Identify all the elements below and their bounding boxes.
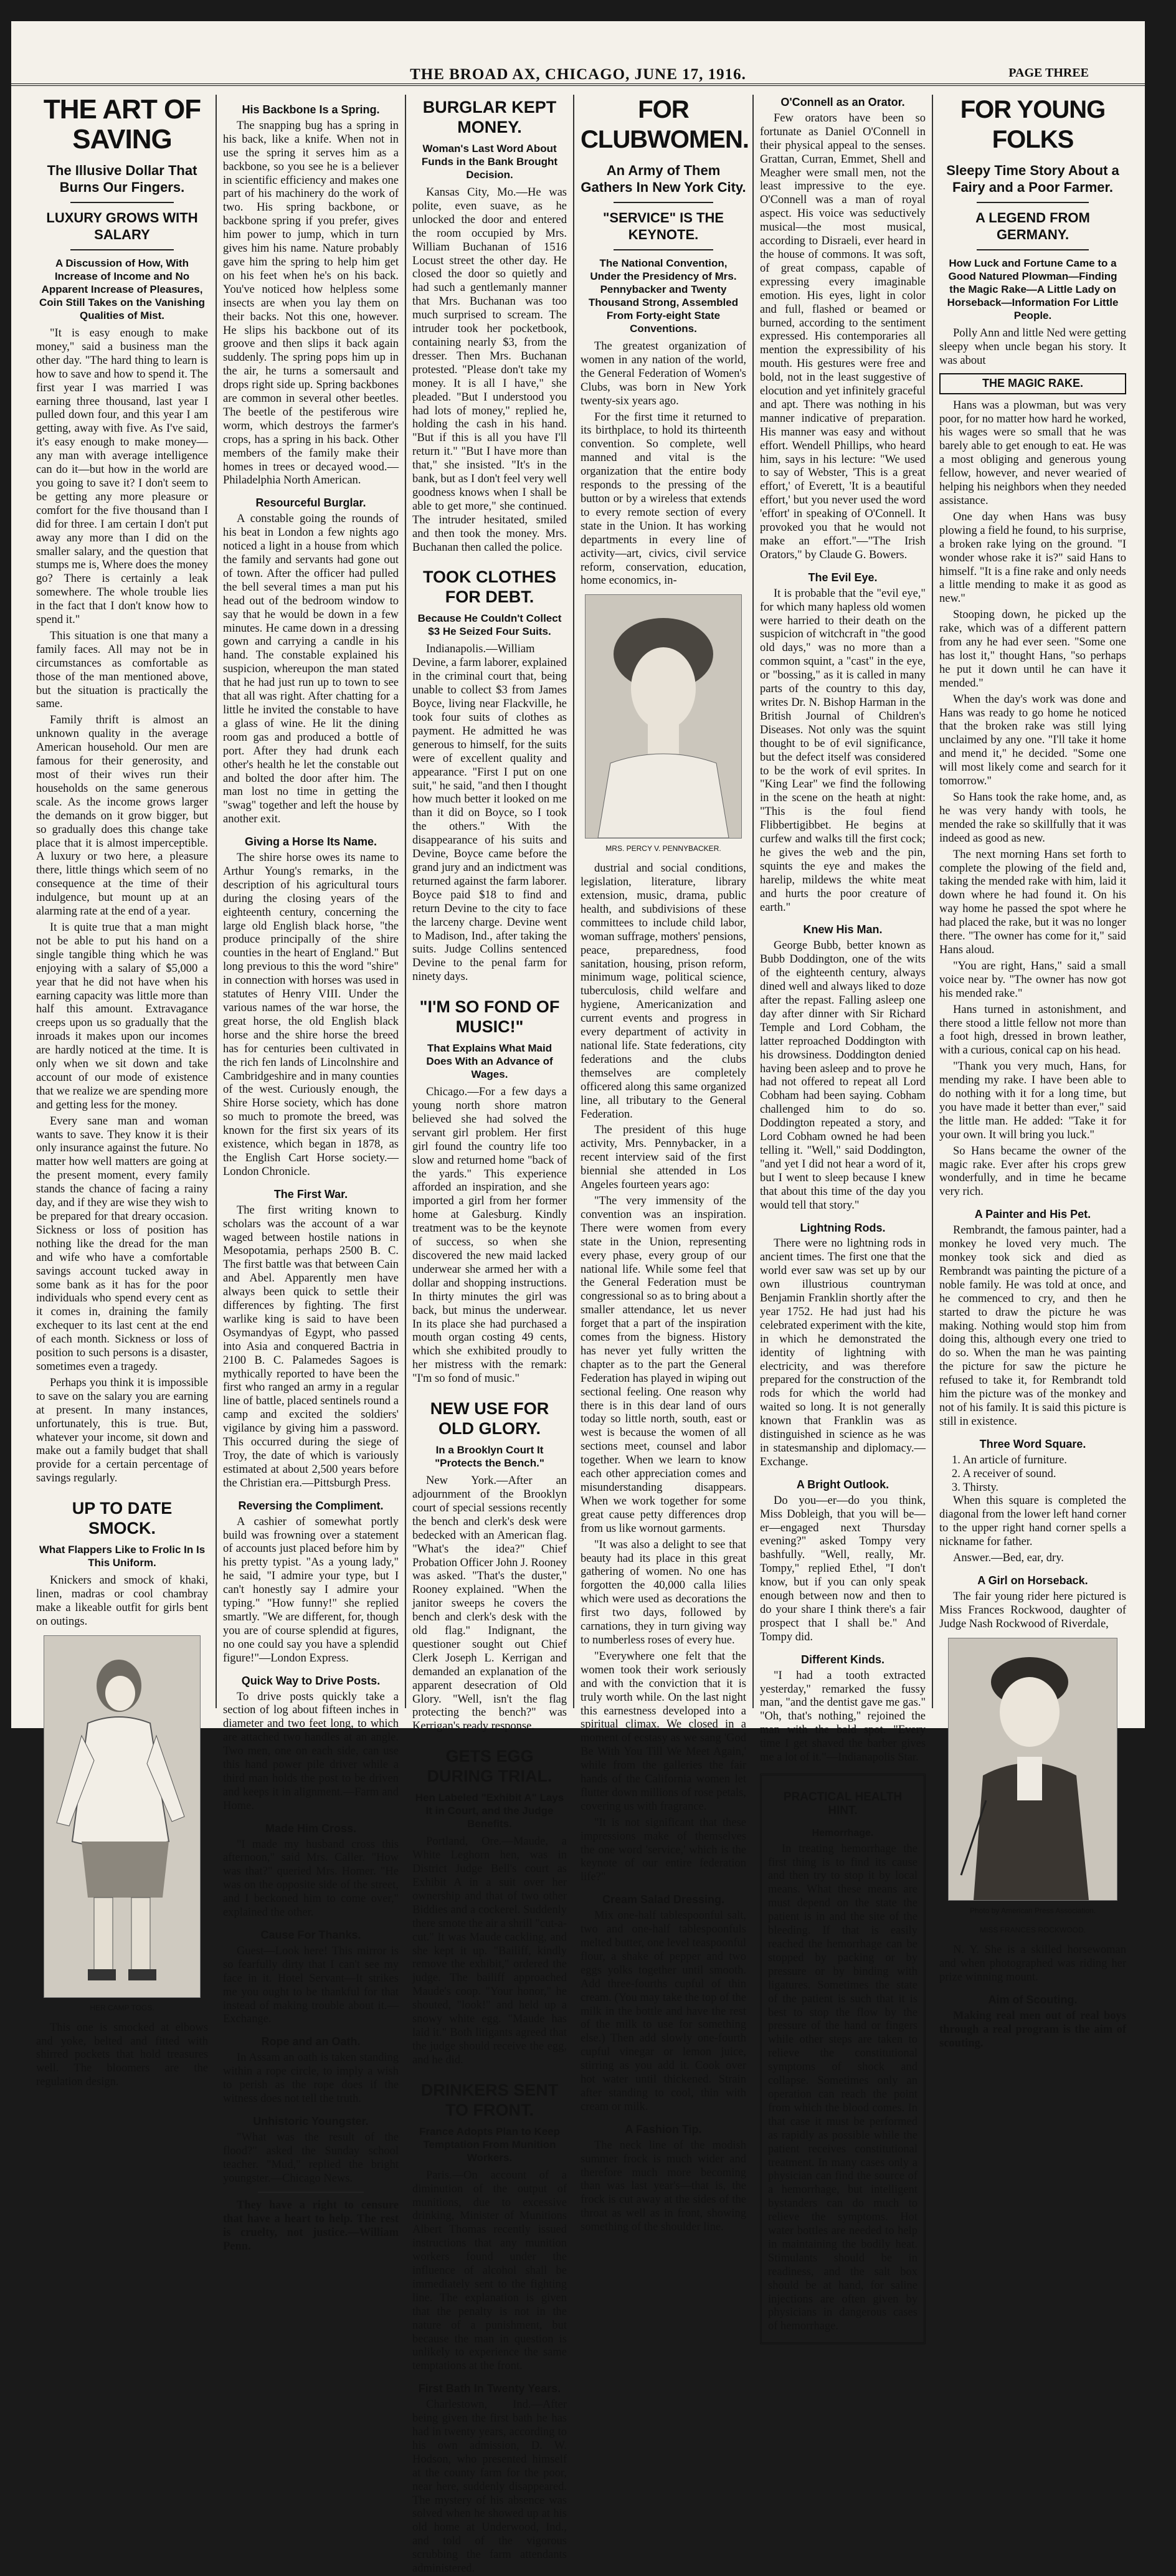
paragraph: So Hans became the owner of the magic rake. Ever after his crops grew wonderfully, and in time he became very rich. (939, 1144, 1126, 1199)
photo-credit: Photo by American Press Association. (969, 1906, 1096, 1915)
article-deck: The National Convention, Under the Presidency of Mrs. Pennybacker and Twenty Thousand Strong, Assembled From Forty-eight State Conventions. (588, 257, 739, 335)
paragraph: This one is smocked at elbows and yoke, belted and fitted with shirred pockets that hold treasures well. The bloomers are the regulation design. (36, 2021, 208, 2089)
article-headline: UP TO DATE SMOCK. (72, 1499, 173, 1538)
puzzle-answer: Answer.—Bed, ear, dry. (953, 1552, 1064, 1565)
masthead (11, 66, 1145, 86)
item-headline: Quick Way to Drive Posts. (241, 1674, 381, 1687)
item-headline: First Bath In Twenty Years. (418, 2382, 561, 2395)
item-headline: Different Kinds. (800, 1653, 884, 1666)
box-headline: PRACTICAL HEALTH HINT. (783, 1790, 903, 1817)
paragraph: The shire horse owes its name to Arthur Young's remarks, in the description of his agricultural tours during the closing years of the eighteenth century, concerning the large old English black horse, "the produce principally of the shire counties in the heart of England." But long previous to this the word "shire" in connection with horses was used in statutes of Henry VIII. Under the various names of the war horse, the great horse, the old English black horse and the shire horse the breed has for centuries been cultivated in the rich fen lands of Lincolnshire and Cambridgeshire and in many counties of the west. Curiously enough, the Shire Horse society, which has done so much to promote the breed, was known for the first six years of its existence, which began in 1878, as the English Cart Horse society.—London Chronicle. (223, 852, 399, 1178)
paragraph: So Hans took the rake home, and, as he was very handy with tools, he mended the rake so skillfully that it was indeed as good as new. (939, 791, 1126, 845)
item-headline: Cream Salad Dressing. (602, 1893, 725, 1906)
page-number: PAGE THREE (1008, 66, 1089, 80)
paragraph: Do you—er—do you think, Miss Dobleigh, that you will be—er—engaged next Thursday evening?" asked Tompy very bashfully. "Well, really, Mr. Tompy," replied Ethel, "I don't know, but if you can only speak enough between now and then to do your share I think there's a fair prospect that I shall be." And Tompy did. (760, 1494, 926, 1643)
item-headline: A Painter and His Pet. (974, 1208, 1091, 1221)
article-deck: The Illusive Dollar That Burns Our Fingers. (47, 163, 197, 195)
puzzle-clue: 3. Thirsty. (952, 1481, 999, 1494)
paragraph: A constable going the rounds of his beat in London a few nights ago noticed a light in a house from which the family and servants had gone out of town. After the officer had pulled the bell several times a man put his head out of the bedroom window to say that he would be down in a few minutes. He came down in a dressing gown and carrying a candle in his hand. The constable explained his suspicion, whereupon the man stated that he had just run up to town to see that all was right. After chatting for a little he invited the constable to have a glass of wine. He lit the dining room gas and produced a bottle of port. After they had drunk each other's health he let the constable out and bolted the door after him. The man lost no time in getting the "swag" together and left the house by another exit. (223, 513, 399, 826)
article-deck: "SERVICE" IS THE KEYNOTE. (602, 210, 724, 242)
column-young-folks (939, 95, 1126, 2050)
article-headline: TOOK CLOTHES FOR DEBT. (422, 568, 556, 607)
paragraph: Indianapolis.—William Devine, a farm laborer, explained in the criminal court that, being unable to collect $3 from James Boyce, living near Flackville, he took four suits of clothes as payment. He admitted he was generous to himself, for the suits were of excellent quality and appearance. "First I put on one suit," he said, "and then I thought how much better it looked on me than it did on Boyce, so I took the others." With the disappearance of his suits and Devine, Boyce came before the grand jury and an indictment was returned against the farm laborer. Boyce paid $18 to find and return Devine to the city to face the larceny charge. Devine went to Madison, Ind., after taking the suits. Judge Collins sentenced Devine to the penal farm for ninety days. (412, 643, 567, 984)
article-deck: Hen Labeled "Exhibit A" Lays It in Court, and the Judge Benefits. (415, 1792, 564, 1830)
column-rule (752, 95, 754, 1708)
photo-caption: HER CAMP TOGS. (90, 2003, 154, 2012)
article-deck: Woman's Last Word About Funds in the Bank Brought Decision. (421, 143, 558, 181)
item-headline: Unhistoric Youngster. (253, 2114, 369, 2127)
paragraph: "Everywhere one felt that the women took their work seriously and with the conviction that it is truly worth while. On the last night this earnestness developed into a spiritual climax. We closed in a moment of ecstasy as we sang 'God Be With You Till We Meet Again,' while from the galleries the fair hands of the California women let flutter down millions of rose petals, covering us with fragrance. (581, 1650, 746, 1813)
paragraph: "I had a tooth extracted yesterday," remarked the fussy man, "and the dentist gave me gas." "Oh, that's nothing," rejoined the man with the bald spot. "Every time I get shaved the barber gives me a lot of it."—Indianapolis Star. (760, 1669, 926, 1764)
paragraph: Charlestown, Ind.—After being given the first bath he has had in twenty years, according to his own admission, D. W. Hodson, who presented himself at the county farm for the poor, near here, suddenly disappeared. The mystery of his absence was solved when he showed up at his old home at Underwood, Ind., and told of the vigorous scrubbing the farm attendants administered. (412, 2398, 567, 2575)
divider (977, 202, 1089, 203)
puzzle-clue: 2. A receiver of sound. (952, 1467, 1056, 1480)
paragraph: The fair young rider here pictured is Miss Frances Rockwood, daughter of Judge Nash Rockwood of Riverdale, (939, 1590, 1126, 1630)
paragraph: The snapping bug has a spring in his back, like a knife. When not in use the spring it serves him as a backbone, so you see he is a believer in scientific efficiency and makes one part of his machinery do the work of two. His spring backbone, or backbone spring if you prefer, gives him power to jump, which in turn gives him his name. Nature probably gave him the spring to help him get on his feet when he's on his back. You've noticed how helpless some insects are when you lay them on their backs. Not this one, however. He slips his backbone out of its groove and then slips it back again suddenly. The spring pops him up in the air, he turns a somersault and drops right side up. Spring backbones are common in several other beetles. The beetle of the pestiferous wire worm, which destroys the farmer's crops, has a spring in his back. Other members of the family make their homes in trees or decayed wood.—Philadelphia North American. (223, 119, 399, 487)
paragraph: Mix one-half tablespoonful salt, two and one-half tablespoonfuls melted butter, one level teaspoonful flour, a shake of pepper and two eggs yolks together until smooth. Add three-fourths cupful of thin cream. (You may take the top of the milk in the bottle and have the rest of the milk to use for something else.) Then add slowly one-fourth cupful vinegar or lemon juice, stirring as you add it. Cook over hot water until thickened. Strain after standing to cool, thin with cream or milk. (581, 1909, 746, 2113)
column-short-items (760, 95, 926, 2333)
paragraph: In Assam an oath is taken standing within a rope circle, to imply a wish to perish as the rope does if the witness does not tell the truth. (223, 2051, 399, 2105)
article-deck: France Adopts Plan to Keep Temptation From Munition Workers. (419, 2125, 561, 2164)
health-hint-box (760, 1774, 926, 2344)
item-headline: Three Word Square. (979, 1437, 1086, 1450)
paragraph: One day when Hans was busy plowing a field he found, to his surprise, a broken rake lying on the ground. "I wonder whose rake it is?" said Hans to himself. "It is a fine rake and only needs a little mending to make it as good as new." (939, 510, 1126, 606)
paragraph: Hans was a plowman, but was very poor, for no matter how hard he worked, his wages were so small that he was barely able to get enough to eat. He was a most obliging and generous young fellow, however, and never wearied of helping his neighbors when they needed assistance. (939, 399, 1126, 507)
paragraph: Hans turned in astonishment, and there stood a little fellow not more than a foot high, dressed in brown leather, with a curious, conical cap on his head. (939, 1003, 1126, 1057)
item-headline: Rope and an Oath. (261, 2035, 361, 2048)
paragraph: Paris.—On account of a diminution of the output of munitions, due to excessive drinking, Minister of Munitions Albert Thomas recently issued instructions that any munition workers found under the influence of alcohol shall be immediately sent to the fighting line. The explanation is given that the penalty is not in the nature of a punishment, but because the man in question is unlikely to experience the same temptations at the front. (412, 2169, 567, 2373)
article-headline: DRINKERS SENT TO FRONT. (420, 2080, 559, 2119)
article-deck: A Discussion of How, With Increase of Income and No Apparent Increase of Pleasures, Coin Still Takes on the Vanishing Qualities of Mist. (39, 257, 206, 321)
article-headline: GETS EGG DURING TRIAL. (427, 1747, 552, 1786)
item-headline: O'Connell as an Orator. (780, 96, 905, 108)
paragraph: Chicago.—For a few days a young north shore matron believed she had solved the servant girl problem. Her first girl found the country life too slow and returned home "back of the yards." This experience afforded an inspiration, and she imported a girl from her former home at Galesburg. Kindly treatment was to be the keynote of success, so when she discovered the new maid lacked underwear she armed her with a dollar and shopping instructions. In thirty minutes the girl was back, but minus the underwear. In its place she had purchased a mouth organ costing 49 cents, which she exhibited proudly to her mistress with the remark: "I'm so fond of music." (412, 1086, 567, 1385)
paragraph: The neck line of the modish summer frock is much wider and therefore much more becoming than was last year's—that is, the frock is cut away at the sides of the throat as well as in front, showing something of the shoulder line. (581, 2139, 746, 2234)
column-rule (216, 95, 217, 1708)
portrait-illustration (586, 595, 741, 838)
paragraph: Polly Ann and little Ned were getting sleepy when uncle began his story. It was about (939, 327, 1126, 367)
column-rule (573, 95, 574, 1708)
article-headline: THE ART OF SAVING (43, 94, 201, 154)
item-headline: A Bright Outlook. (796, 1478, 889, 1491)
paragraph: The next morning Hans set forth to complete the plowing of the field and, taking the mended rake with him, laid it down where he had found it. On his way home he passed the spot where he had placed the rake, but it was no longer there. "The owner has come for it," said Hans aloud. (939, 848, 1126, 956)
item-headline: Reversing the Compliment. (238, 1499, 384, 1512)
article-headline: FOR CLUBWOMEN. (581, 96, 749, 153)
item-headline: Cause For Thanks. (260, 1929, 361, 1941)
paragraph: The first writing known to scholars was the account of a war waged between hostile nations in Mesopotamia, perhaps 2500 B. C. The first battle was that between Cain and Abel. Apparently men have always been quick to settle their differences by fighting. The first warlike king is said to have been Osymandyas of Egypt, who passed into Asia and conquered Bactria in 2100 B. C. Palamedes Sagoes is mythically reported to have been the first who ranged an army in a regular line of battle, placed sentinels round a camp and excited the soldiers' vigilance by giving him a password. This occurred during the siege of Troy, the date of which is variously estimated at about 2,500 years before the Christian era.—Pittsburgh Press. (223, 1204, 399, 1490)
photo-caption: MRS. PERCY V. PENNYBACKER. (605, 844, 721, 853)
column-rule (932, 95, 933, 1708)
item-headline: Aim of Scouting. (988, 1994, 1078, 2007)
item-headline: Knew His Man. (803, 923, 883, 936)
paragraph: In treating hemorrhage the first thing is to find its cause and then try to stop it by local means. What these means are must depend on the state the patient is in and the site of the bleeding. If that is easily reached the hemorrhage can be stopped by packing or by pressure or by binding with ligatures. Sometimes the state of the patient is such that it is best to stop the flow by the pressure of the hand or fingers while other steps are taken to relieve the constitutional symptoms of shock and collapse. Sometimes only an operation can reach the point from which the blood comes. In that case it must be performed as rapidly as possible while the patient receives constitutional treatment. In many cases only a physician can find the source of a hemorrhage, but intelligent bystanders can do much to relieve the symptoms. Hot water bottles are needed to help in maintaining the bodily heat. Stimulants should be in readiness, and the salt box should be at hand, for saline injections are often given by physicians in dangerous cases of hemorrhage. (768, 1842, 918, 2333)
paragraph: Rembrandt, the famous painter, had a monkey he loved very much. The monkey took sick and died as Rembrandt was painting the picture of a noble family. He was told at once, and he commenced to cry, and then he started to draw the picture he was making. Nothing would stop him from doing this, although every one tried to do so. When the man he was painting the picture for saw the picture he refused to take it, for Rembrandt told him the picture was of the monkey and not of his family. It is said this picture is still in existence. (939, 1224, 1126, 1428)
divider (258, 2192, 363, 2193)
girl-in-smock-illustration (44, 1636, 200, 1997)
photo-caption: MISS FRANCES ROCKWOOD. (979, 1926, 1086, 1935)
divider (977, 249, 1089, 250)
article-deck: An Army of Them Gathers In New York City. (581, 163, 746, 195)
paragraph: The president of this huge activity, Mrs. Pennybacker, in a recent interview said of the first biennial she attended in Los Angeles fourteen years ago: (581, 1124, 746, 1192)
photo-camp-togs (44, 1635, 201, 1998)
photo-pennybacker (585, 594, 742, 839)
article-headline: BURGLAR KEPT MONEY. (422, 98, 557, 136)
article-deck: LUXURY GROWS WITH SALARY (46, 210, 198, 242)
divider (614, 202, 713, 203)
paragraph: When this square is completed the diagonal from the lower left hand corner to the upper right hand corner spells a nickname for father. (939, 1495, 1126, 1549)
puzzle-clue: 1. An article of furniture. (952, 1453, 1067, 1466)
column-news-briefs (412, 95, 567, 2575)
quotation: They have a right to censure that have a heart to help. The rest is cruelty, not justice.—William Penn. (223, 2199, 399, 2253)
paragraph: "It was also a delight to see that beauty had its place in this great gathering of women. No one has forgotten the 40,000 calla lilies which were used as decorations the first two days, followed by carnations, they in turn giving way to numberless roses of every hue. (581, 1538, 746, 1647)
box-subhead: Hemorrhage. (812, 1827, 874, 1838)
item-headline: A Fashion Tip. (625, 2122, 702, 2136)
article-headline: FOR YOUNG FOLKS (960, 96, 1106, 153)
paragraph: Kansas City, Mo.—He was polite, even suave, as he unlocked the door and entered the room occupied by Mrs. William Buchanan of 1516 Locust street the other day. He closed the door so quietly and had such a gentlemanly manner that Mrs. Buchanan was too much surprised to scream. The intruder took her pocketbook, containing nearly $3, from the dresser. Then Mrs. Buchanan protested. "Please don't take my money. It is all I have," she pleaded. "But I understood you had lots of money," replied he, holding the cash in his hand. "But if this is all you have I'll return it." "But I have more than that," she insisted. "It's in the bank, but as I don't feel very well goodness knows when I shall be able to get more," she continued. The intruder hesitated, smiled and then took the money. Mrs. Buchanan then called the police. (412, 186, 567, 554)
article-headline: NEW USE FOR OLD GLORY. (430, 1399, 549, 1438)
paragraph: New York.—After an adjournment of the Brooklyn court of special sessions recently the bench and clerk's desk were bedecked with an American flag. "What's the idea?" Chief Probation Officer John J. Rooney was asked. "That's the duster," Rooney explained. "When the janitor sweeps he covers the bench and clerk's desk with the old flag." Indignant, the questioner sought out Chief Clerk Joseph L. Kerrigan and demanded an explanation of the apparent desecration of Old Glory. "Well, isn't the flag protecting the bench?" was Kerrigan's ready response. (412, 1475, 567, 1733)
article-deck: Because He Couldn't Collect $3 He Seized Four Suits. (417, 612, 562, 638)
item-headline: His Backbone Is a Spring. (242, 103, 380, 116)
paragraph: Family thrift is almost an unknown quality in the average American household. Our men are famous for their generosity, and most of their wives run their households on the same generous scale. As the income grows larger the demands on it grow bigger, but so gradually does this change take place that it is almost imperceptible. A luxury or two here, a pleasure there, little things which seem of no consequence at the time of their indulgence, but mount up at an alarming rate at the end of a year. (36, 714, 208, 918)
item-headline: Resourceful Burglar. (255, 497, 366, 510)
article-deck: How Luck and Fortune Came to a Good Natured Plowman—Finding the Magic Rake—A Little Lady on Horseback—Information For Little People. (947, 257, 1119, 321)
paragraph: Few orators have been so fortunate as Daniel O'Connell in their physical appeal to the senses. Grattan, Curran, Emmet, Shell and Meagher were small men, not the least impressive to the eye. O'Connell was a man of royal aspect. His voice was seductively musical—the most musical, according to Disraeli, ever heard in the house of commons. It was soft, of great compass, capable of expressing every imaginable emotion. His eyes, light in color and full, flashed or beamed or burned, according to the sentiment expressed. His contemporaries all mention the expressibility of his mouth. His gestures were free and bold, not in the least suggestive of elocution and yet infinitely graceful and apt. There was nothing in his manner indicative of preparation. His manner was easy and without effort. Wendell Phillips, who heard him, says in his lecture: "We used to say of Webster, 'This is a great effort,' of Everett, 'It is a beautiful effort,' but you never used the word 'effort' in speaking of O'Connell. It provoked you that he would not make an effort."—"The Irish Orators," by Claude G. Bowers. (760, 112, 926, 561)
item-headline: The Evil Eye. (808, 571, 878, 584)
paragraph: Stooping down, he picked up the rake, which was of a different pattern from any he had ever seen. "Some one has lost it," thought Hans, "so perhaps he put it down until he can have it mended." (939, 609, 1126, 690)
paragraph: To drive posts quickly take a section of log about fifteen inches in diameter and two feet long, to which are attached two handles at an angle. Two men, one on each side, can use this hand power pile driver while a third man holds the post to be driven and keeps it in alignment.—Farm and Home. (223, 1690, 399, 1812)
item-headline: Giving a Horse Its Name. (244, 835, 377, 848)
item-headline: Made Him Cross. (265, 1822, 357, 1835)
paragraph: This situation is one that many a family faces. All may not be in circumstances as comfortable as those of the man mentioned above, but the situation is practically the same. (36, 629, 208, 711)
paragraph: "I made my husband cross this afternoon," said Mrs. Caller. "How was that?" queried Mrs. Homer. "He was on the opposite side of the street, and I beckoned him to come over," explained the other. (223, 1838, 399, 1919)
story-title: THE MAGIC RAKE. (939, 373, 1126, 394)
paragraph: "It is easy enough to make money," said a business man the other day. "The hard thing to learn is how to save and how to spend it. The first year I was married I was earning three thousand, last year I pulled down four, and this year I am getting, away with five. As I've said, it's easy enough to make money—any man with average intelligence can do it—but how in the world are you going to save it? I don't seem to be getting any more pleasure or comfort for the five thousand than I did for three. I am certain I don't put away any more than I did on the smaller salary, and the question that stumps me is, Where does the money go? There is certainly a leak somewhere. The whole trouble lies in the fact that I don't know how to spend it." (36, 327, 208, 627)
paragraph: George Bubb, better known as Bubb Doddington, one of the wits of the eighteenth century, always dined well and always liked to doze after the repast. Falling asleep one day after dinner with Sir Richard Temple and Lord Cobham, the latter reproached Doddington with his drowsiness. Doddington denied having been asleep and to prove he had not offered to repeat all Lord Cobham had been saying. Cobham challenged him to do so. Doddington repeated a story, and Lord Cobham owned he had been telling it. "Well," said Doddington, "and yet I did not hear a word of it, but I went to sleep because I knew that about this time of the day you would tell that story." (760, 939, 926, 1212)
girl-portrait-illustration (949, 1638, 1117, 1900)
paragraph: "You are right, Hans," said a small voice near by. "The owner has now got his mended rake." (939, 959, 1126, 1000)
masthead-title: THE BROAD AX, CHICAGO, JUNE 17, 1916. (410, 66, 746, 83)
item-headline: Lightning Rods. (800, 1221, 886, 1234)
paragraph: "The very immensity of the convention was an inspiration. There were women from every state in the Union, representing every phase, every group of our national life. While some feel that the General Federation must be congressional so as to bring about a smaller attendance, let us never forget that a part of the inspiration comes from the bigness. History has never yet fully written the chapter as to the part the General Federation has played in wiping out sectional feeling. One reason why there is in this dear land of ours today so little north, south, east or west is because the women of all sections meet, counsel and labor together. When we learn to know each other appreciation comes and misunderstanding disappears. When we work together for some great cause petty differences drop from us like wornout garments. (581, 1194, 746, 1535)
paragraph: It is quite true that a man might not be able to put his hand on a single tangible thing which he was enjoying with a salary of $5,000 a year that he did not have when his earning capacity was little more than half this amount. Extravagance creeps upon us so gradually that the inroads it makes upon our incomes are hardly noticed at the time. It is only when we sit down and take account of our mode of existence that we realize we are spending more and getting less for the money. (36, 921, 208, 1111)
paragraph: Guest—Look here! This mirror is so fearfully dirty that I can't see my face in it. Hotel Servant—It strikes me you ought to be thankful for that instead of making trouble about it.—Exchange. (223, 1944, 399, 2026)
divider (614, 249, 713, 250)
paragraph: N. Y. She is a skilled horsewoman and when photographed was riding her prize winning mount. (939, 1944, 1126, 1984)
paragraph: Knickers and smock of khaki, linen, madras or cool chambray make a likeable outfit for girls bent on outings. (36, 1574, 208, 1628)
column-clubwomen (581, 95, 749, 2234)
paragraph: There were no lightning rods in ancient times. The first one that the world ever saw was set up by our own illustrious countryman Benjamin Franklin shortly after the year 1752. He had just had his celebrated experiment with the kite, in which he demonstrated the identity of lightning with electricity, and was therefore prepared for the construction of the rods for which the world had waited so long. It is not generally known that Franklin was as distinguished in science as he was in statesmanship and diplomacy.—Exchange. (760, 1237, 926, 1468)
column-miscellany (223, 95, 399, 2253)
paragraph: For the first time it returned to its birthplace, to hold its thirteenth convention. So complete, well manned and vital is the organization that the entire body responds to the pressing of the button or by a wireless that extends to every remote section of every state in the Union. It has working departments in every line of activity—art, civics, civil service reform, conservation, education, home economics, in- (581, 411, 746, 587)
paragraph: Every sane man and woman wants to save. They know it is their only insurance against the future. No matter how well matters are going at the present moment, every family stands the chance of facing a rainy day, and if they are wise they wish to be prepared for that dreary occasion. Sickness or loss of position has nothing like the dread for the man and wife who have a comfortable savings account tucked away in some bank as it has for the poor individuals who spend every cent as it comes in, draining the family exchequer to its last cent at the end of each month. Sickness or loss of position to such persons is a disaster, sometimes even a tragedy. (36, 1115, 208, 1373)
column-rule (405, 95, 406, 1708)
paragraph: When the day's work was done and Hans was ready to go home he noticed that the broken rake was still lying unclaimed by any one. "I'll take it home and mend it," he decided. "Some one will most likely come and search for it tomorrow." (939, 693, 1126, 788)
article-deck: In a Brooklyn Court It "Protects the Bench." (435, 1444, 544, 1470)
article-headline: "I'M SO FOND OF MUSIC!" (419, 997, 560, 1037)
item-headline: A Girl on Horseback. (977, 1574, 1088, 1587)
article-deck: Sleepy Time Story About a Fairy and a Poor Farmer. (946, 163, 1119, 195)
paragraph: Perhaps you think it is impossible to save on the salary you are earning at present. In many instances, unfortunately, this is true. But, whatever your income, sit down and make out a family budget that shall provide for a certain percentage of savings regularly. (36, 1376, 208, 1485)
column-art-of-saving (36, 94, 208, 2089)
paragraph: Portland, Ore.—Maude, a White Leghorn hen, was in District Judge Bell's court as Exhibit A in a suit over her ownership and that of two other Biddies and a cockerel. Suddenly there smote the air a shrill "cut-a-cut." It was Maude cackling, and she kept it up. "Bailiff, kindly remove the exhibit," ordered the judge. The bailiff approached Maude's coop. "Your honor," he shouted, "look!" and held up a snowy white egg. "Maude has laid it." Both litigants agreed that the judge should receive the egg, and he did. (412, 1835, 567, 2066)
item-headline: The First War. (273, 1187, 348, 1200)
paragraph: Making real men out of real boys through a real program is the aim of scouting. (939, 2010, 1126, 2050)
paragraph: "Thank you very much, Hans, for mending my rake. I have been able to do nothing with it for a long time, but you have made it better than ever," said the little man. He added: "Take it for your own. It will bring you luck." (939, 1060, 1126, 1141)
paragraph: The greatest organization of women in any nation of the world, the General Federation of Women's Clubs, was born in New York twenty-six years ago. (581, 340, 746, 407)
divider (70, 202, 174, 203)
divider (70, 249, 174, 250)
photo-girl-on-horseback (948, 1638, 1117, 1901)
paragraph: "What was the result of the flood?" asked the Sunday school teacher. "Mud," replied the bright youngster.—Chicago News. (223, 2131, 399, 2185)
article-deck: What Flappers Like to Frolic In Is This Uniform. (39, 1544, 206, 1569)
paragraph: "It is not significant that these impressions make of themselves the one word 'service,' which is the keynote of our entire federation life?" (581, 1816, 746, 1884)
newspaper-page (11, 21, 1145, 2575)
paragraph: dustrial and social conditions, legislation, literature, library extension, music, drama, public health, and subdivisions of these committees to include child labor, woman suffrage, mothers' pensions, peace, preparedness, food sanitation, housing, prison reform, minimum wage, political science, tuberculosis, child welfare and hygiene, Americanization and current events and progress in every department of activity in national life. State federations, city federations and the clubs themselves are completely officered along this same organized line, all tributary to the General Federation. (581, 862, 746, 1121)
article-deck: That Explains What Maid Does With an Advance of Wages. (426, 1042, 553, 1081)
article-deck: A LEGEND FROM GERMANY. (975, 210, 1090, 242)
paragraph: It is probable that the "evil eye," for which many hapless old women were harried to their death on the suspicion of witchcraft in "the good old days," was no more than a common squint, a "cast" in the eye, or "bossing," as it is called in many parts of the country to this day, writes Dr. N. Bishop Harman in the British Journal of Children's Diseases. Not only was the squint thought to be of evil significance, but the defect itself was considered to be the work of evil sprites. In "King Lear" we find the following in the scene on the heath at night: "This is the foul fiend Flibbertigibbet. He begins at curfew and walks till the first cock; he gives the web and the pin, squints the eye and makes the harelip, mildews the white meat and hurts the poor creature of earth." (760, 587, 926, 914)
paragraph: A cashier of somewhat portly build was frowning over a statement of accounts just placed before him by his pretty typist. "As a young lady," he said, "I admire your type, but I can't honestly say I admire your typing." "How funny!" she replied smartly. "We are different, for, though you are of course splendid at figures, no one could say you have a splendid figure!"—London Express. (223, 1515, 399, 1665)
